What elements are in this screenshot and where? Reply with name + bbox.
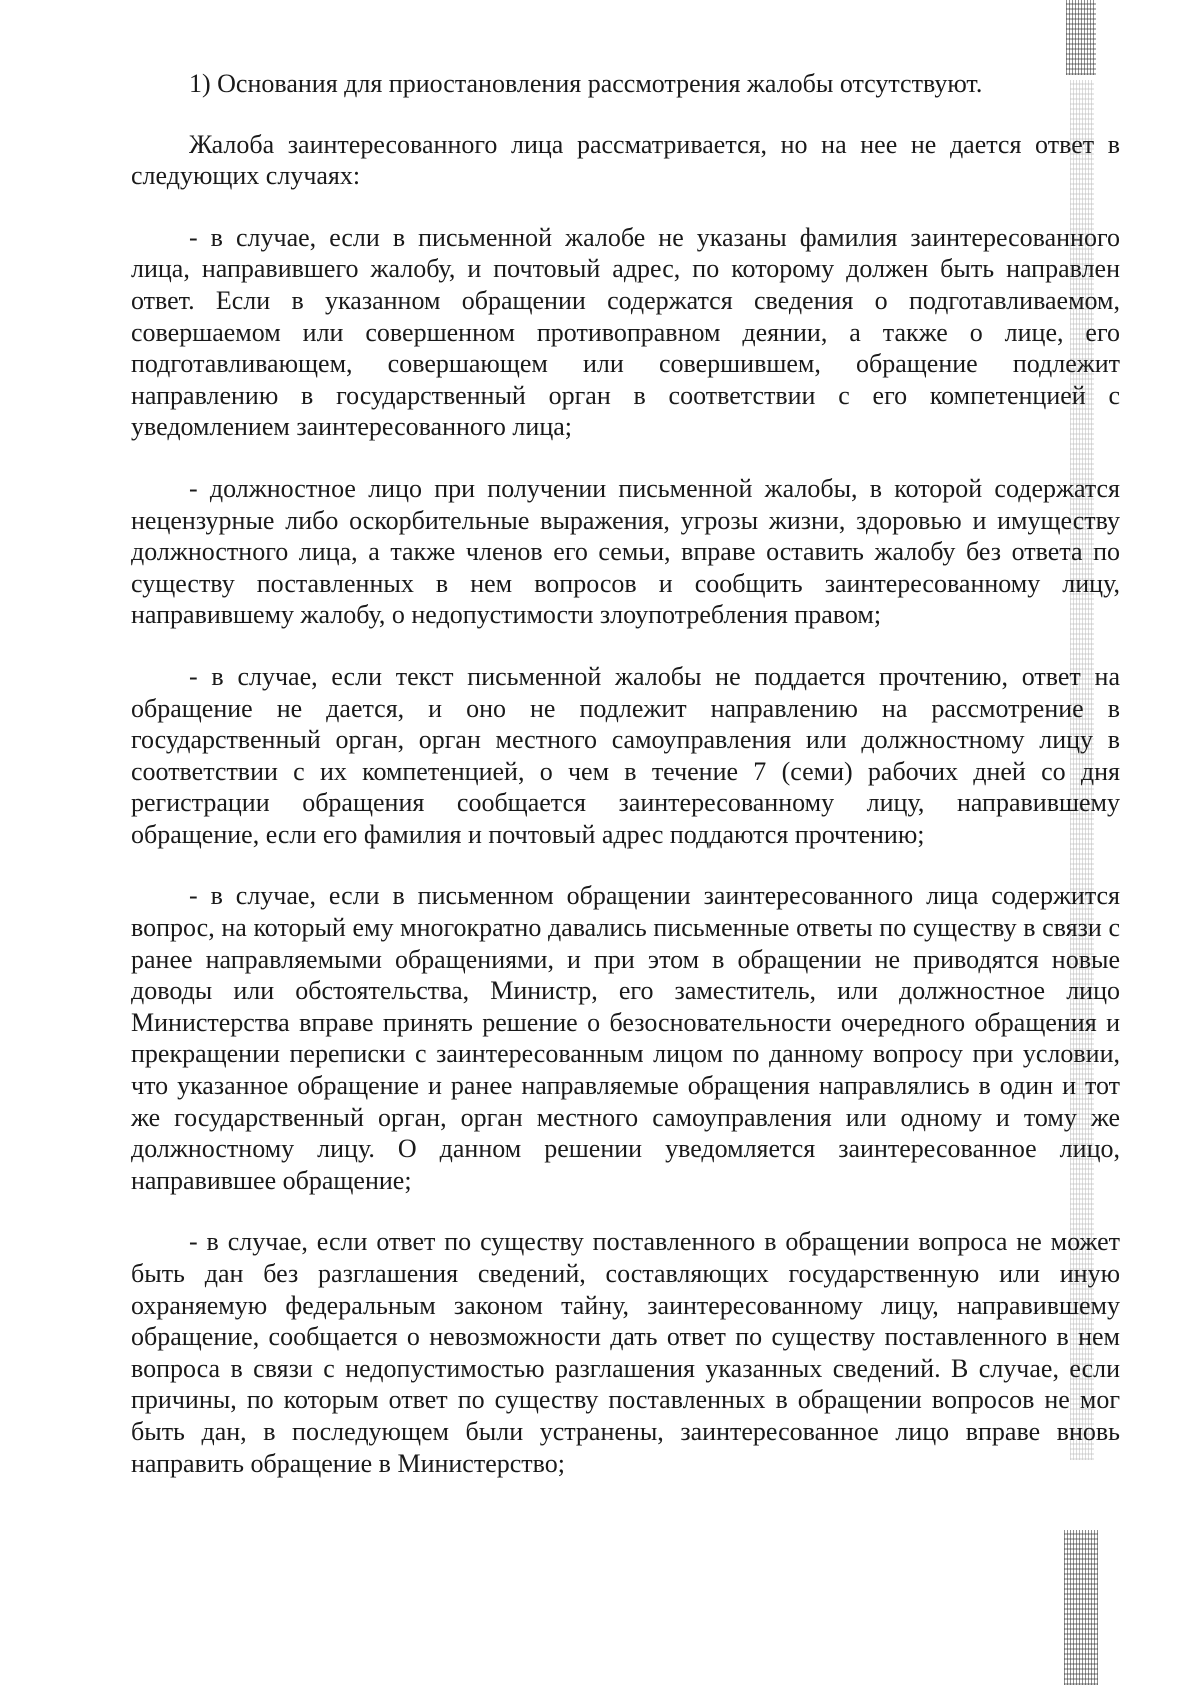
document-page <box>131 68 1120 1479</box>
paragraph-1: 1) Основания для приостановления рассмотрения жалобы отсутствуют. <box>189 69 983 98</box>
paragraph-7: - в случае, если ответ по существу поставленного в обращении вопроса не может быть дан без разглашения сведений, составляющих государственную или иную охраняемую федеральным законом тайну, заинтересованному лицу, направившему обращение, сообщается о невозможности дать ответ по существу поставленного в нем вопроса в связи с недопустимостью разглашения указанных сведений. В случае, если причины, по которым ответ по существу поставленных в обращении вопросов не мог быть дан, в последующем были устранены, заинтересованное лицо вправе вновь направить обращение в Министерство; <box>131 1227 1120 1478</box>
paragraph-4: - должностное лицо при получении письменной жалобы, в которой содержатся нецензурные либо оскорбительные выражения, угрозы жизни, здоровью и имуществу должностного лица, а также членов его семьи, вправе оставить жалобу без ответа по существу поставленных в нем вопросов и сообщить заинтересованному лицу, направившему жалобу, о недопустимости злоупотребления правом; <box>131 473 1120 630</box>
scan-artifact-bottom <box>1064 1530 1098 1685</box>
paragraph-6: - в случае, если в письменном обращении заинтересованного лица содержится вопрос, на который ему многократно давались письменные ответы по существу в связи с ранее направляемыми обращениями, и при этом в обращении не приводятся новые доводы или обстоятельства, Министр, его заместитель, или должностное лицо Министерства вправе принять решение о безосновательности очередного обращения и прекращении переписки с заинтересованным лицом по данному вопросу при условии, что указанное обращение и ранее направляемые обращения направлялись в один и тот же государственный орган, орган местного самоуправления или одному и тому же должностному лицу. О данном решении уведомляется заинтересованное лицо, направившее обращение; <box>131 881 1120 1195</box>
scan-artifact-top <box>1066 0 1096 75</box>
paragraph-2: Жалоба заинтересованного лица рассматривается, но на нее не дается ответ в следующих случаях: <box>131 129 1120 191</box>
paragraph-5: - в случае, если текст письменной жалобы не поддается прочтению, ответ на обращение не дается, и оно не подлежит направлению на рассмотрение в государственный орган, орган местного самоуправления или должностному лицу в соответствии с их компетенцией, о чем в течение 7 (семи) рабочих дней со дня регистрации обращения сообщается заинтересованному лицу, направившему обращение, если его фамилия и почтовый адрес поддаются прочтению; <box>131 661 1120 849</box>
paragraph-3: - в случае, если в письменной жалобе не указаны фамилия заинтересованного лица, направившего жалобу, и почтовый адрес, по которому должен быть направлен ответ. Если в указанном обращении содержатся сведения о подготавливаемом, совершаемом или совершенном противоправном деянии, а также о лице, его подготавливающем, совершающем или совершившем, обращение подлежит направлению в государственный орган в соответствии с его компетенцией с уведомлением заинтересованного лица; <box>131 222 1120 442</box>
